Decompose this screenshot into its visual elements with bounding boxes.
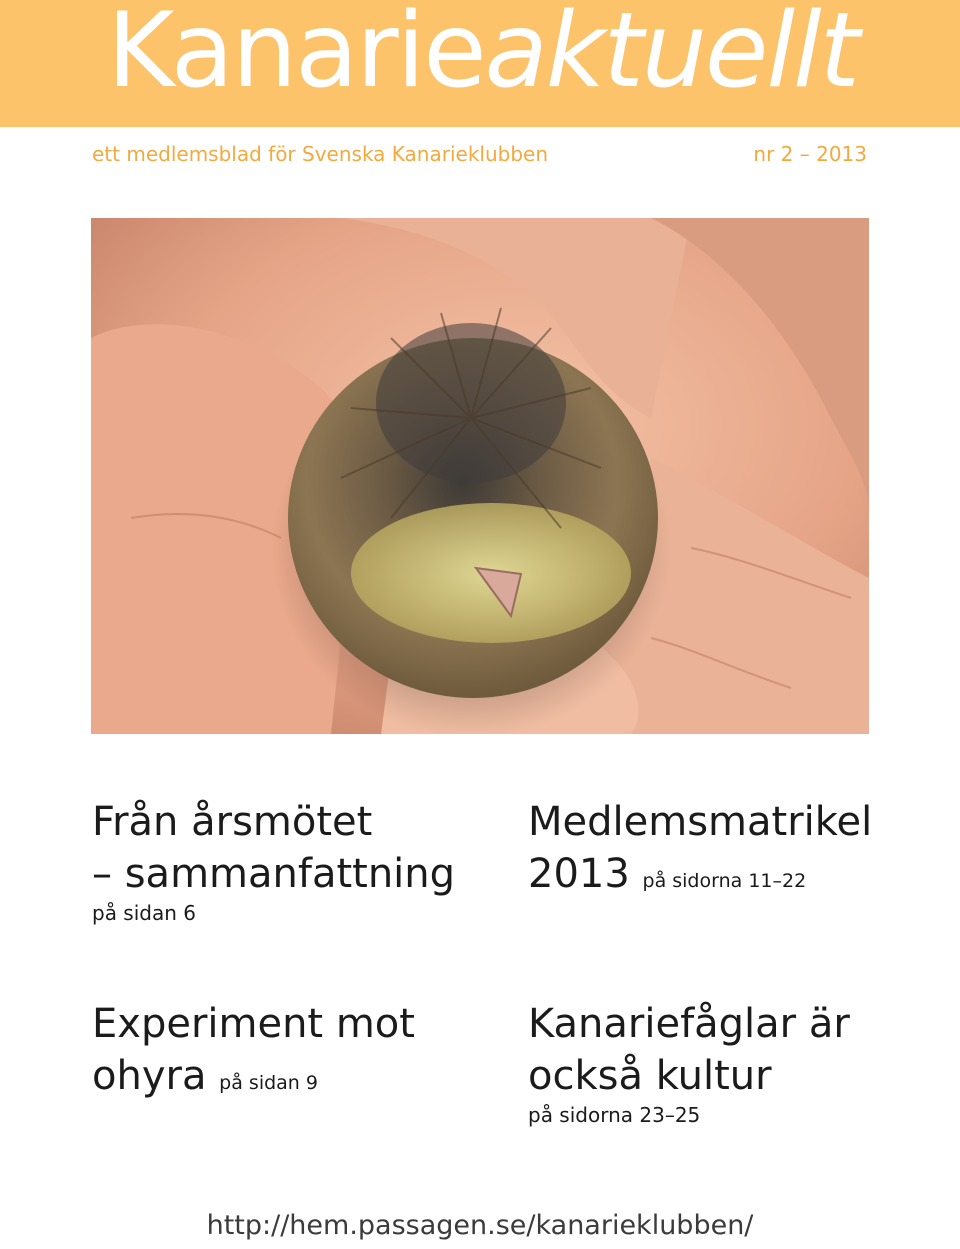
cover-photo <box>91 218 869 734</box>
article-ohyra-page: på sidan 9 <box>219 1072 318 1094</box>
article-kultur-page: på sidorna 23–25 <box>528 1103 701 1127</box>
tagline: ett medlemsblad för Svenska Kanarieklubben <box>92 142 549 166</box>
article-kultur-line1: Kanariefåglar är <box>528 1001 850 1047</box>
article-matrikel-line2: 2013 <box>528 851 630 897</box>
website-link[interactable]: http://hem.passagen.se/kanarieklubben/ <box>206 1210 754 1241</box>
article-arsmotet <box>92 796 455 926</box>
article-matrikel-page: på sidorna 11–22 <box>642 870 807 892</box>
article-arsmotet-line1: Från årsmötet <box>92 799 373 845</box>
title-part-2: aktuellt <box>484 0 859 111</box>
issue-number: nr 2 – 2013 <box>753 142 867 166</box>
magazine-title <box>107 0 858 116</box>
article-matrikel <box>528 796 872 907</box>
article-ohyra <box>92 998 415 1109</box>
article-ohyra-line1: Experiment mot <box>92 1001 415 1047</box>
article-arsmotet-page: på sidan 6 <box>92 901 196 925</box>
article-kultur-line2: också kultur <box>528 1053 772 1099</box>
article-arsmotet-line2: – sammanfattning <box>92 851 456 897</box>
article-matrikel-line1: Medlemsmatrikel <box>528 799 873 845</box>
article-ohyra-line2: ohyra <box>92 1053 207 1099</box>
title-part-1: Kanarie <box>107 0 485 111</box>
article-kultur <box>528 998 850 1128</box>
masthead <box>0 0 960 127</box>
